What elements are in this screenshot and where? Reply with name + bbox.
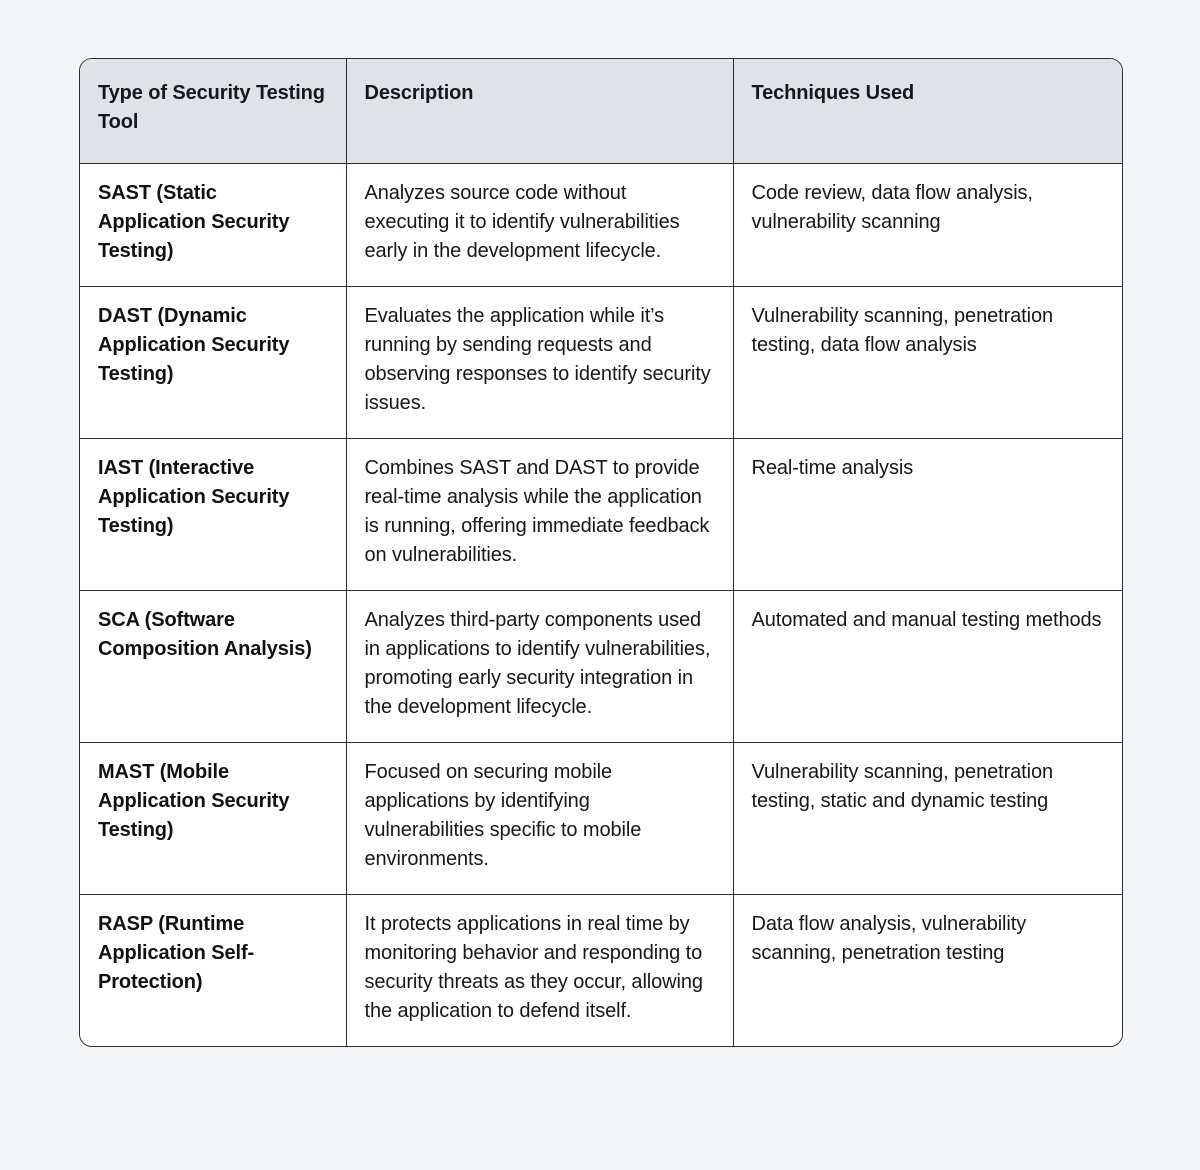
cell-description bbox=[346, 895, 733, 1047]
cell-tool-type bbox=[80, 743, 346, 895]
techniques-text: Vulnerability scanning, penetration testing, data flow analysis bbox=[751, 305, 1054, 356]
techniques-text: Data flow analysis, vulnerability scanning, penetration testing bbox=[751, 913, 1027, 964]
tool-type-label: MAST (Mobile Application Security Testing) bbox=[98, 761, 290, 841]
table-row bbox=[80, 164, 1123, 287]
description-text: It protects applications in real time by monitoring behavior and responding to security threats as they occur, allowing the application to defend itself. bbox=[364, 913, 703, 1022]
table-row bbox=[80, 287, 1123, 439]
cell-description bbox=[346, 164, 733, 287]
cell-tool-type bbox=[80, 895, 346, 1047]
cell-tool-type bbox=[80, 287, 346, 439]
description-text: Focused on securing mobile applications by identifying vulnerabilities specific to mobile environments. bbox=[364, 761, 642, 870]
security-testing-tools-table bbox=[80, 59, 1123, 1046]
description-text: Combines SAST and DAST to provide real-time analysis while the application is running, offering immediate feedback on vulnerabilities. bbox=[364, 457, 710, 566]
column-header-type-label: Type of Security Testing Tool bbox=[98, 82, 325, 133]
cell-description bbox=[346, 439, 733, 591]
cell-techniques bbox=[733, 439, 1123, 591]
table-row bbox=[80, 591, 1123, 743]
techniques-text: Automated and manual testing methods bbox=[751, 609, 1102, 631]
tool-type-label: SCA (Software Composition Analysis) bbox=[98, 609, 312, 660]
table-row bbox=[80, 895, 1123, 1047]
column-header-description-label: Description bbox=[364, 82, 474, 104]
cell-techniques bbox=[733, 591, 1123, 743]
tool-type-label: IAST (Interactive Application Security Testing) bbox=[98, 457, 290, 537]
table-header-row bbox=[80, 59, 1123, 164]
tool-type-label: SAST (Static Application Security Testing) bbox=[98, 182, 290, 262]
column-header-techniques bbox=[733, 59, 1123, 164]
cell-techniques bbox=[733, 743, 1123, 895]
table-row bbox=[80, 439, 1123, 591]
cell-techniques bbox=[733, 287, 1123, 439]
table-header bbox=[80, 59, 1123, 164]
description-text: Evaluates the application while it’s running by sending requests and observing responses to identify security issues. bbox=[364, 305, 711, 414]
column-header-techniques-label: Techniques Used bbox=[751, 82, 915, 104]
column-header-description bbox=[346, 59, 733, 164]
description-text: Analyzes source code without executing it to identify vulnerabilities early in the development lifecycle. bbox=[364, 182, 680, 262]
cell-description bbox=[346, 287, 733, 439]
table-row bbox=[80, 743, 1123, 895]
column-header-type bbox=[80, 59, 346, 164]
cell-tool-type bbox=[80, 591, 346, 743]
cell-description bbox=[346, 743, 733, 895]
cell-techniques bbox=[733, 895, 1123, 1047]
techniques-text: Code review, data flow analysis, vulnerability scanning bbox=[751, 182, 1033, 233]
tool-type-label: RASP (Runtime Application Self-Protection) bbox=[98, 913, 255, 993]
description-text: Analyzes third-party components used in applications to identify vulnerabilities, promoting early security integration in the development lifecycle. bbox=[364, 609, 711, 718]
table-container bbox=[79, 58, 1123, 1047]
cell-tool-type bbox=[80, 164, 346, 287]
cell-description bbox=[346, 591, 733, 743]
techniques-text: Real-time analysis bbox=[751, 457, 914, 479]
cell-tool-type bbox=[80, 439, 346, 591]
table-body bbox=[80, 164, 1123, 1047]
techniques-text: Vulnerability scanning, penetration testing, static and dynamic testing bbox=[751, 761, 1054, 812]
tool-type-label: DAST (Dynamic Application Security Testing) bbox=[98, 305, 290, 385]
cell-techniques bbox=[733, 164, 1123, 287]
